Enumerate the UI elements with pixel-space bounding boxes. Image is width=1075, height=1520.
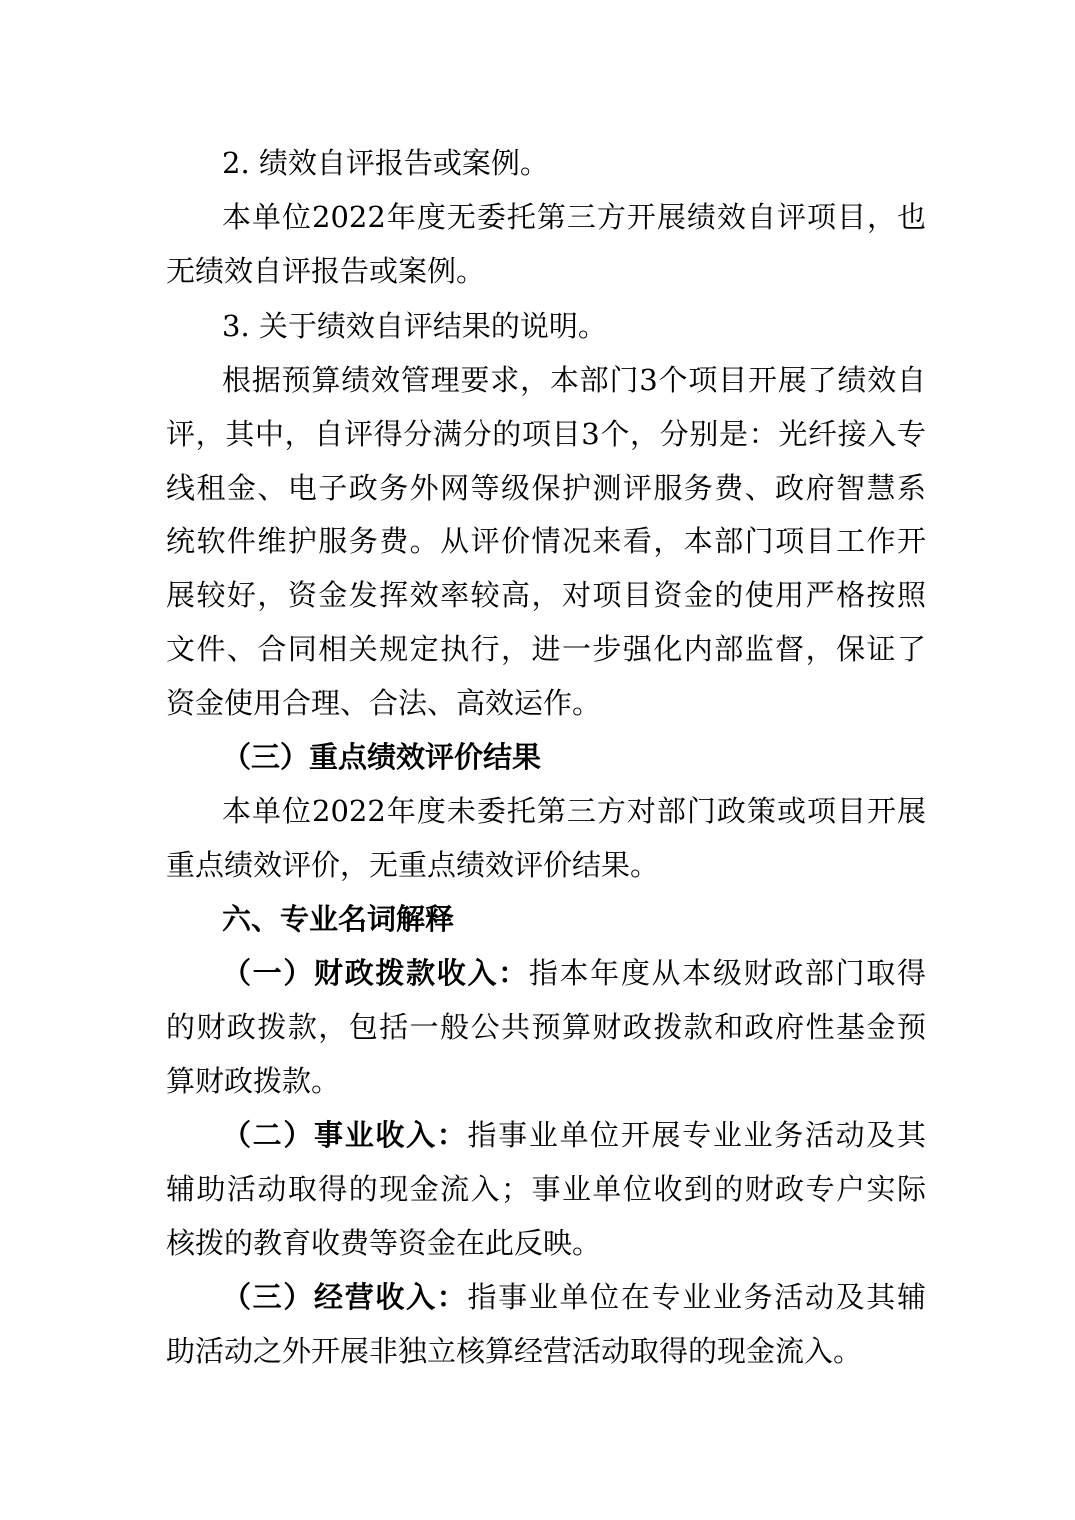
paragraph-line: 重点绩效评价，无重点绩效评价结果。 <box>166 848 660 882</box>
item-3-heading: 3. 关于绩效自评结果的说明。 <box>222 309 607 343</box>
glossary-line <box>222 1115 926 1155</box>
section-heading-key-evaluation: （三）重点绩效评价结果 <box>222 740 542 774</box>
paragraph-line: 算财政拨款。 <box>166 1064 341 1098</box>
paragraph-line: 线租金、电子政务外网等级保护测评服务费、政府智慧系 <box>166 471 926 505</box>
term-definition: 指本年度从本级财政部门取得 <box>528 956 926 990</box>
paragraph-line: 评，其中，自评得分满分的项目3个，分别是：光纤接入专 <box>166 417 926 451</box>
term-definition: 指事业单位在专业业务活动及其辅 <box>467 1280 926 1314</box>
paragraph-line: 本单位2022年度未委托第三方对部门政策或项目开展 <box>222 794 926 828</box>
term-business-income: （二）事业收入： <box>222 1118 468 1152</box>
item-2-heading: 2. 绩效自评报告或案例。 <box>222 146 549 180</box>
paragraph-line: 助活动之外开展非独立核算经营活动取得的现金流入。 <box>166 1334 863 1368</box>
paragraph-line: 文件、合同相关规定执行，进一步强化内部监督，保证了 <box>166 632 926 666</box>
glossary-line <box>222 953 926 993</box>
paragraph-line: 本单位2022年度无委托第三方开展绩效自评项目，也 <box>222 200 926 234</box>
paragraph-line: 辅助活动取得的现金流入；事业单位收到的财政专户实际 <box>166 1172 926 1206</box>
glossary-line <box>222 1277 926 1317</box>
paragraph-line: 展较好，资金发挥效率较高，对项目资金的使用严格按照 <box>166 578 926 612</box>
paragraph-line: 统软件维护服务费。从评价情况来看，本部门项目工作开 <box>166 524 926 558</box>
term-operating-income: （三）经营收入： <box>222 1280 468 1314</box>
paragraph-line: 核拨的教育收费等资金在此反映。 <box>166 1226 602 1260</box>
term-fiscal-appropriation-income: （一）财政拨款收入： <box>222 956 529 990</box>
paragraph-line: 资金使用合理、合法、高效运作。 <box>166 686 602 720</box>
paragraph-line: 的财政拨款，包括一般公共预算财政拨款和政府性基金预 <box>166 1010 926 1044</box>
section-heading-glossary: 六、专业名词解释 <box>222 902 455 936</box>
paragraph-line: 无绩效自评报告或案例。 <box>166 254 486 288</box>
term-definition: 指事业单位开展专业业务活动及其 <box>467 1118 926 1152</box>
paragraph-line: 根据预算绩效管理要求，本部门3个项目开展了绩效自 <box>222 363 926 397</box>
